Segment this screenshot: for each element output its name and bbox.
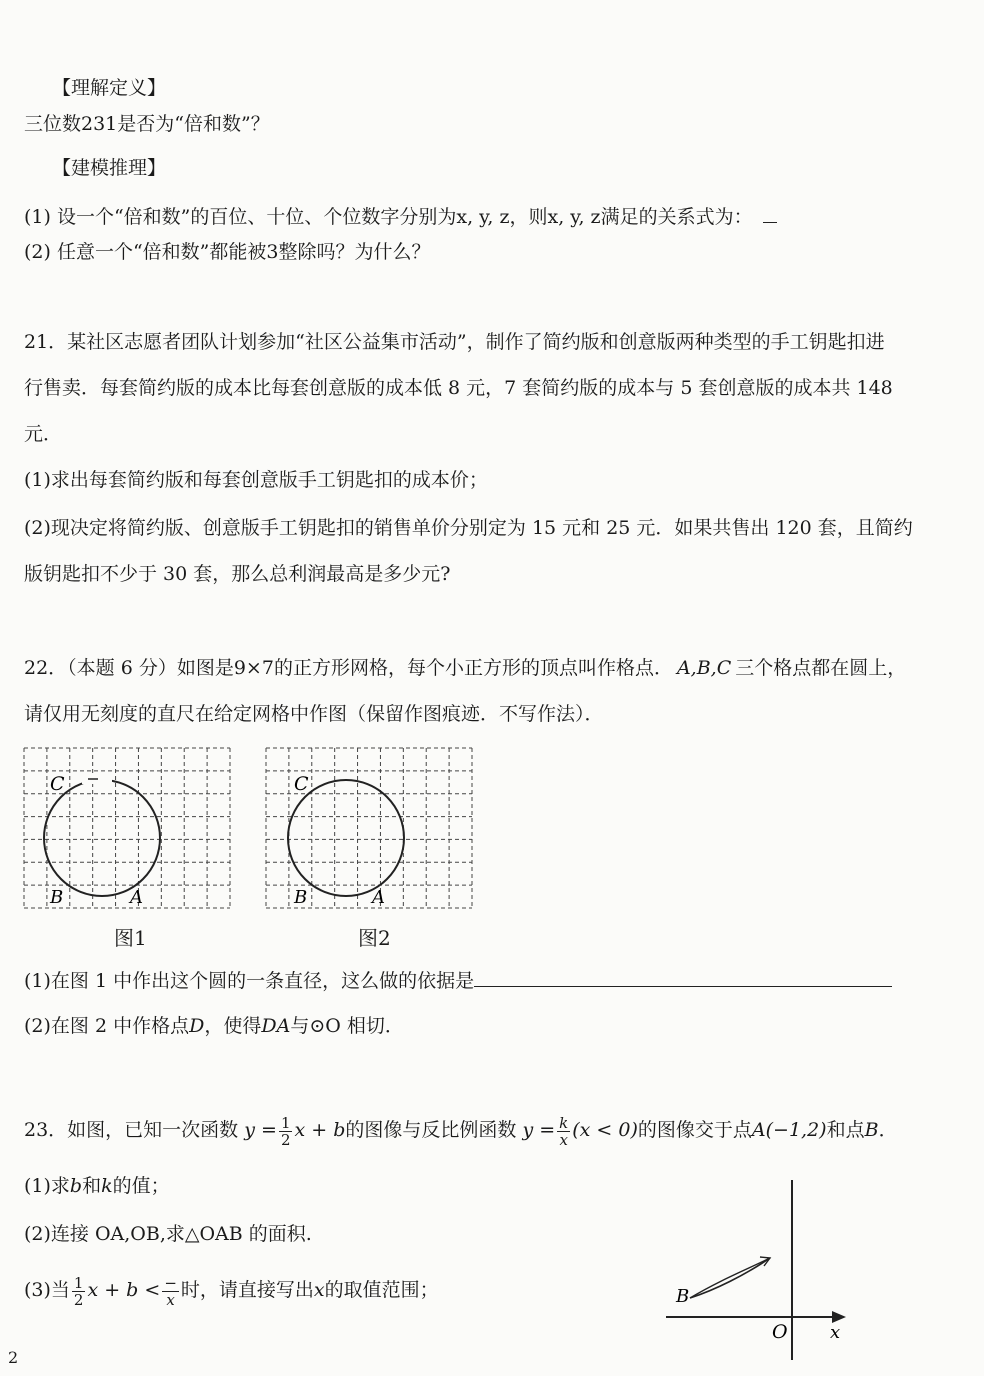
- q23-part3-end: 的取值范围；: [324, 1279, 439, 1301]
- q23-y-eq: y =: [244, 1119, 277, 1141]
- q22-part1-text: (1)在图 1 中作出这个圆的一条直径，这么做的依据是: [24, 970, 475, 992]
- q21-part2-line1: (2)现决定将简约版、创意版手工钥匙扣的销售单价分别定为 15 元和 25 元．如果共售出 120 套，且简约: [24, 517, 913, 539]
- q22-part1: [24, 968, 892, 993]
- label-a: A: [130, 887, 143, 908]
- q20-part1: [24, 204, 777, 229]
- q22-part2: [24, 1014, 404, 1038]
- q23-part3-mid: 时，请直接写出: [180, 1279, 314, 1301]
- figure-1-grid: [22, 746, 232, 912]
- circle-o: [288, 780, 404, 896]
- section-model: 【建模推理】: [52, 157, 167, 179]
- q23-end: ．: [878, 1119, 898, 1141]
- q20-answer-blank: [763, 204, 777, 223]
- q23-stem: [24, 1110, 898, 1150]
- figure-2-caption: 图2: [358, 926, 391, 950]
- q20-part1-text: (1) 设一个“倍和数”的百位、十位、个位数字分别为x, y, z，则x, y, z满足的关系式为：: [24, 206, 753, 228]
- q22-part2-c: 与⊙O 相切．: [290, 1015, 404, 1037]
- label-b: B: [294, 887, 308, 908]
- circle-o: [44, 780, 160, 896]
- fraction-num: 1: [280, 1113, 291, 1132]
- q22-line1-text: 22．（本题 6 分）如图是9×7的正方形网格，每个小正方形的顶点叫作格点．: [24, 657, 673, 679]
- label-b: B: [50, 887, 64, 908]
- q20-part2: (2) 任意一个“倍和数”都能被3整除吗？为什么？: [24, 241, 431, 263]
- fraction-num: k: [559, 1113, 569, 1132]
- fraction-half: [279, 1115, 293, 1148]
- fraction-minus-over-x: [162, 1275, 179, 1308]
- q23-part2: (2)连接 OA,OB,求△OAB 的面积.: [24, 1223, 312, 1245]
- q22-points: A,B,C: [676, 657, 732, 679]
- q23-linear-tail: x + b: [294, 1119, 346, 1141]
- q23-condition: (x < 0): [572, 1119, 638, 1141]
- fraction-num: 1: [73, 1273, 84, 1292]
- fraction-k-over-x: [557, 1115, 570, 1148]
- figure-1-caption: 图1: [114, 926, 147, 950]
- point-b: B: [864, 1119, 879, 1141]
- q22-line1: [24, 656, 906, 680]
- point-a: A(−1,2): [751, 1119, 827, 1141]
- q23-part3: [24, 1270, 439, 1310]
- figure-2-grid: [264, 746, 474, 912]
- page-number: 2: [8, 1348, 19, 1367]
- q23-part1-c: 和: [82, 1175, 102, 1197]
- label-c: C: [294, 773, 309, 795]
- function-graph: [660, 1180, 860, 1365]
- fraction-den: 2: [73, 1290, 84, 1309]
- arc-gap: [82, 776, 112, 784]
- q22-line1-end: 三个格点都在圆上，: [735, 657, 907, 679]
- var-x: x: [313, 1279, 325, 1301]
- label-x: x: [830, 1322, 841, 1343]
- grid-lines: [24, 748, 230, 908]
- q21-line1: 21．某社区志愿者团队计划参加“社区公益集市活动”，制作了简约版和创意版两种类型的手工钥匙扣进: [24, 331, 885, 353]
- segment-da: DA: [261, 1015, 291, 1037]
- point-d: D: [189, 1015, 205, 1037]
- q23-and: 和点: [826, 1119, 865, 1141]
- section-understand: 【理解定义】: [52, 77, 167, 99]
- q22-answer-blank: [474, 968, 892, 987]
- q23-y-eq2: y =: [522, 1119, 556, 1141]
- fraction-den: x: [166, 1290, 175, 1309]
- q21-line2: 行售卖．每套简约版的成本比每套创意版的成本低 8 元，7 套简约版的成本与 5 套创意版的成本共 148: [24, 377, 893, 399]
- q22-line2: 请仅用无刻度的直尺在给定网格中作图（保留作图痕迹．不写作法）．: [24, 703, 604, 725]
- q23-part3-expr: x + b <: [87, 1279, 161, 1301]
- label-a: A: [372, 887, 385, 908]
- label-o: O: [772, 1321, 788, 1343]
- q23-mid: 的图像与反比例函数: [345, 1119, 517, 1141]
- q23-suffix: 的图像交于点: [637, 1119, 752, 1141]
- label-c: C: [50, 773, 65, 795]
- var-k: k: [101, 1175, 113, 1197]
- fraction-den: x: [559, 1130, 568, 1149]
- q23-part1-e: 的值；: [112, 1175, 170, 1197]
- var-b: b: [69, 1175, 83, 1197]
- q23-part3-prefix: (3)当: [24, 1279, 70, 1301]
- q23-part1: [24, 1174, 170, 1198]
- q21-part2-line2: 版钥匙扣不少于 30 套，那么总利润最高是多少元?: [24, 563, 451, 585]
- linear-line: [690, 1258, 770, 1298]
- fraction-den: 2: [280, 1130, 291, 1149]
- q21-part1: (1)求出每套简约版和每套创意版手工钥匙扣的成本价；: [24, 469, 488, 491]
- fraction-half: [72, 1275, 86, 1308]
- label-b: B: [676, 1286, 690, 1307]
- fraction-num: −: [164, 1273, 177, 1292]
- q22-part2-b: ，使得: [204, 1015, 262, 1037]
- q21-line3: 元．: [24, 423, 63, 445]
- question-three-digit: 三位数231是否为“倍和数”？: [24, 113, 270, 135]
- grid-lines: [266, 748, 472, 908]
- q22-part2-a: (2)在图 2 中作格点: [24, 1015, 190, 1037]
- q23-prefix: 23．如图，已知一次函数: [24, 1119, 239, 1141]
- q23-part1-a: (1)求: [24, 1175, 70, 1197]
